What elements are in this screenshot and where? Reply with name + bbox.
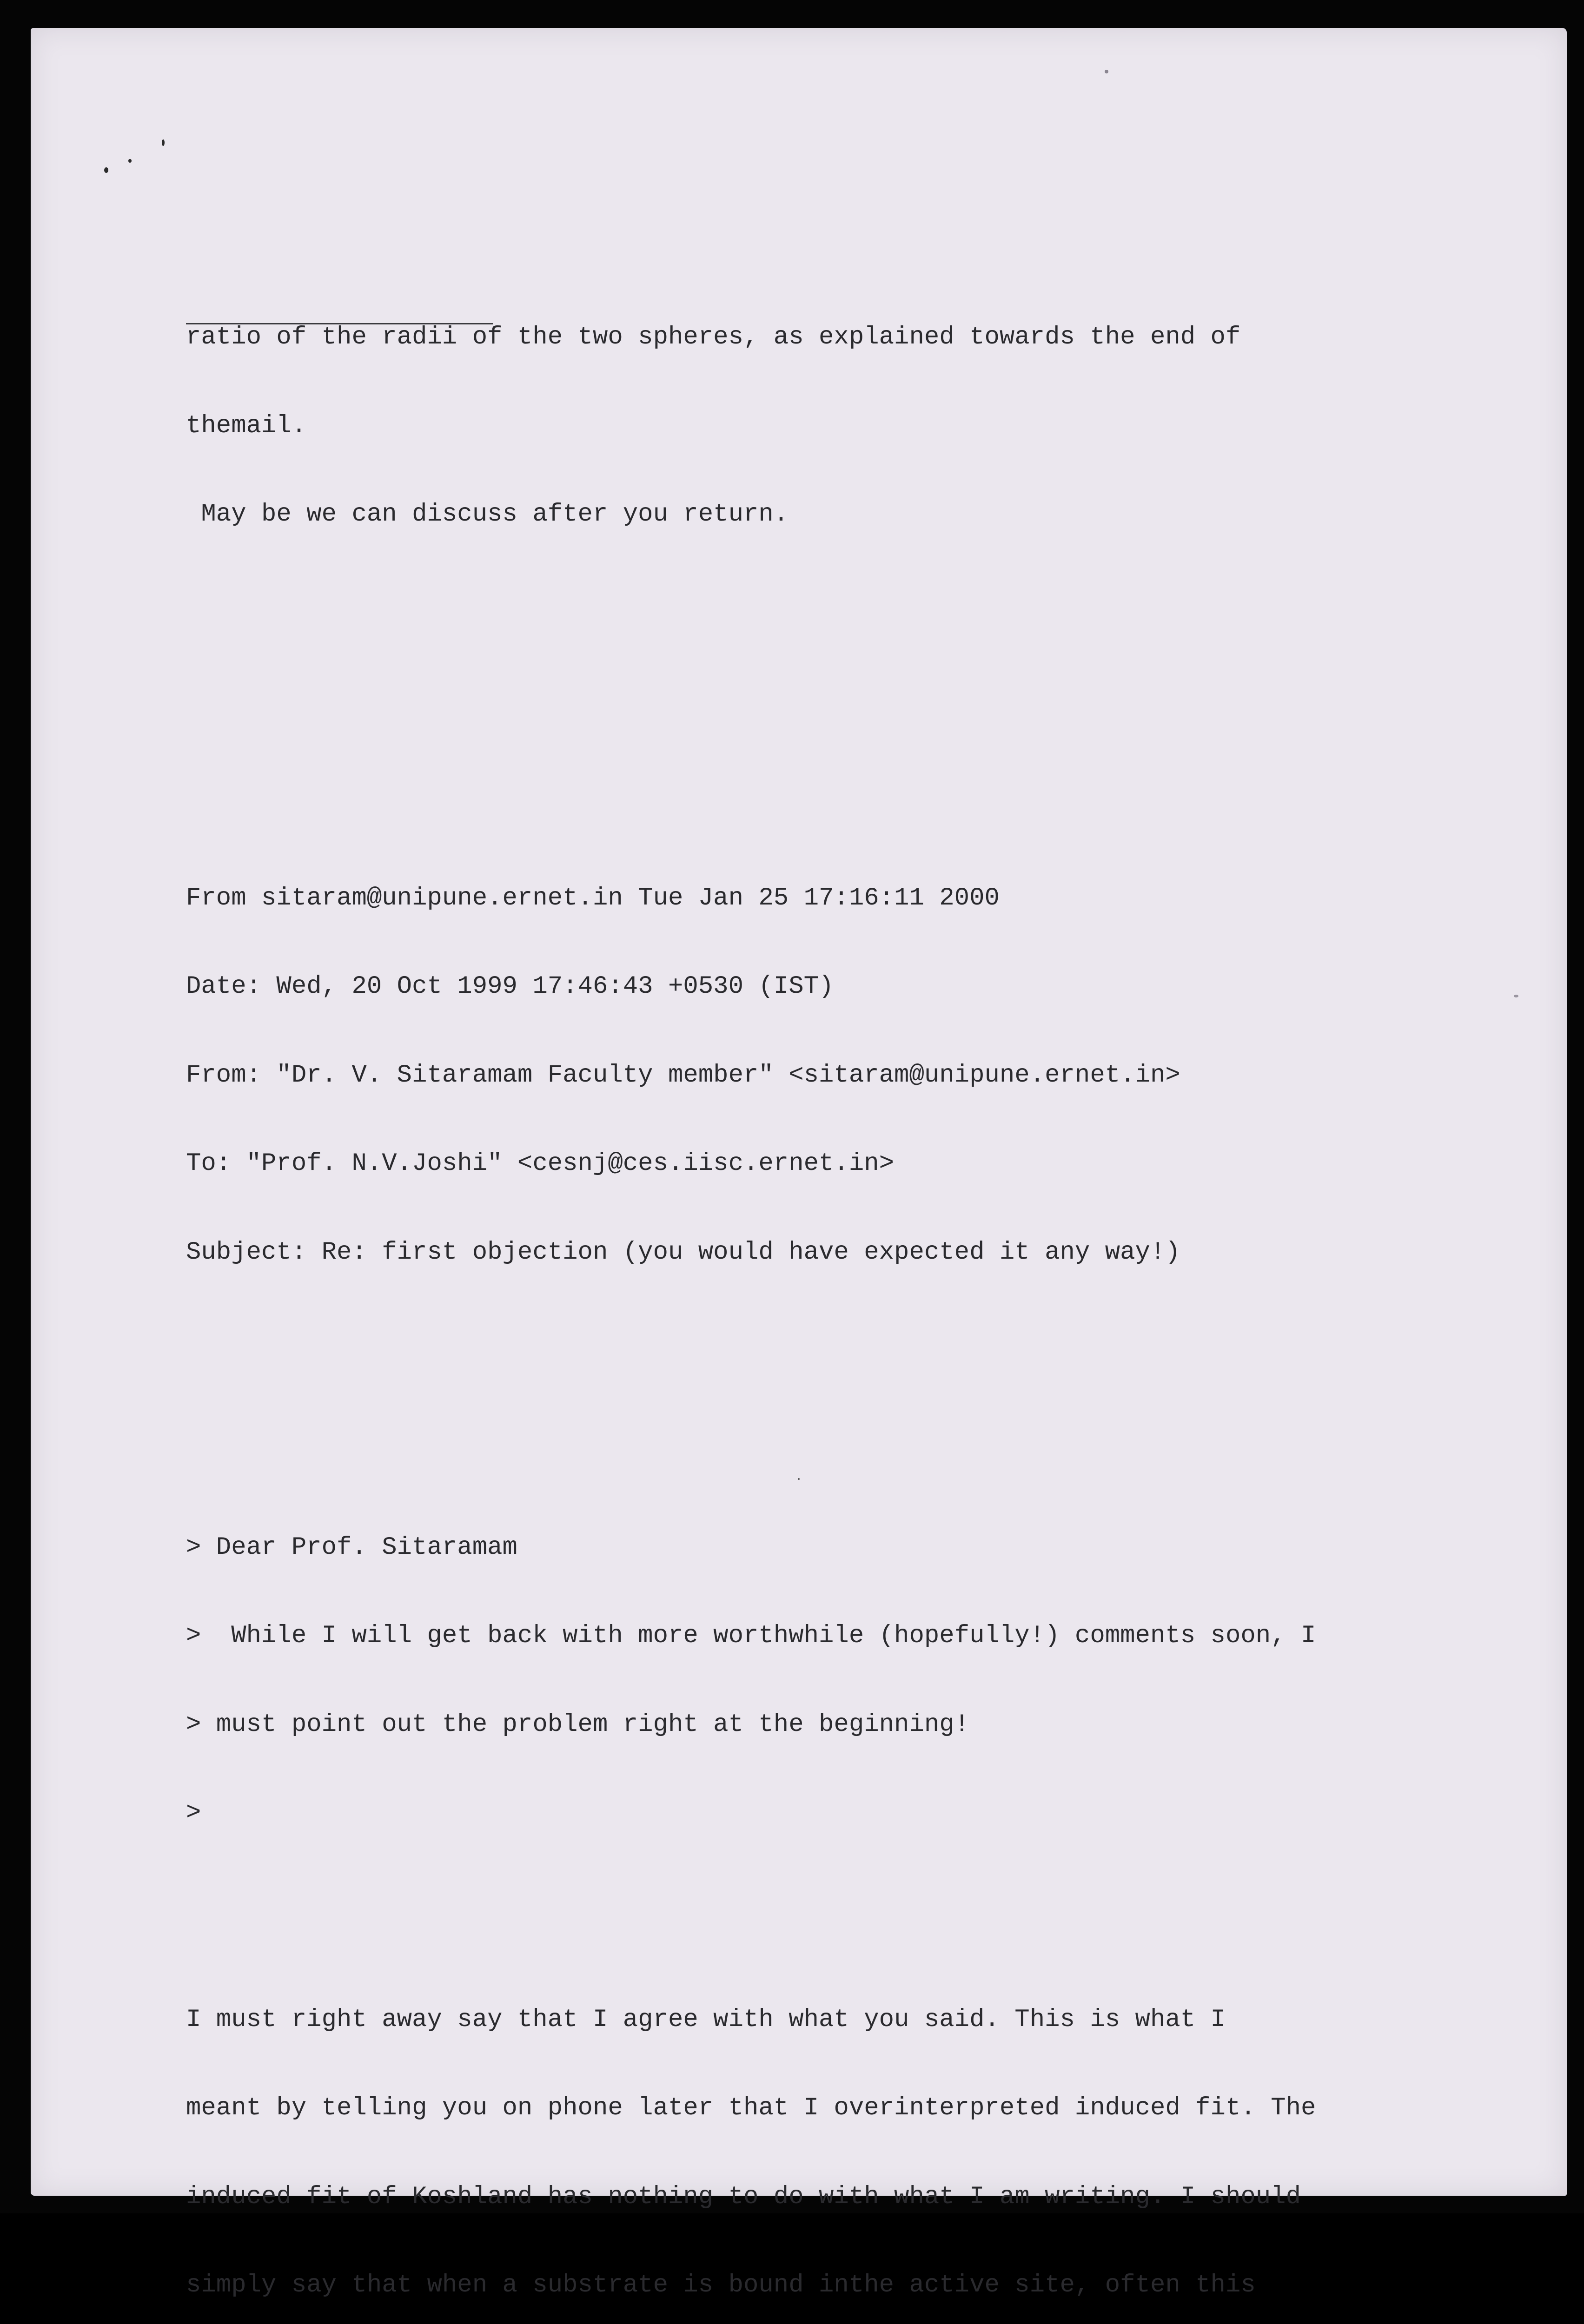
header-to-line: To: "Prof. N.V.Joshi" <cesnj@ces.iisc.ernet.in> [186, 1149, 1488, 1179]
header-date-line: Date: Wed, 20 Oct 1999 17:46:43 +0530 (IST) [186, 972, 1488, 1002]
intro-block [186, 264, 1488, 588]
body-line: I must right away say that I agree with what you said. This is what I [186, 2005, 1488, 2035]
email-header-block [186, 825, 1488, 1327]
intro-line: May be we can discuss after you return. [186, 500, 1488, 529]
body-line: meant by telling you on phone later that I overinterpreted induced fit. The [186, 2093, 1488, 2123]
quoted-line: > must point out the problem right at the beginning! [186, 1710, 1488, 1740]
separator-rule [186, 323, 493, 324]
quoted-line: > [186, 1798, 1488, 1828]
body-line: simply say that when a substrate is bound inthe active site, often this [186, 2271, 1488, 2300]
body-paragraph-1 [186, 1946, 1488, 2324]
intro-line: ratio of the radii of the two spheres, as explained towards the end of [186, 323, 1488, 352]
header-subject-line: Subject: Re: first objection (you would have expected it any way!) [186, 1238, 1488, 1268]
quoted-block [186, 1474, 1488, 1887]
email-text [186, 205, 1488, 2324]
body-line: induced fit of Koshland has nothing to do with what I am writing. I should [186, 2182, 1488, 2212]
intro-line: themail. [186, 411, 1488, 441]
quoted-line: > While I will get back with more worthwhile (hopefully!) comments soon, I [186, 1621, 1488, 1651]
header-from-line: From sitaram@unipune.ernet.in Tue Jan 25 17:16:11 2000 [186, 884, 1488, 913]
quoted-line: > Dear Prof. Sitaramam [186, 1533, 1488, 1563]
header-sender-line: From: "Dr. V. Sitaramam Faculty member" <sitaram@unipune.ernet.in> [186, 1061, 1488, 1090]
